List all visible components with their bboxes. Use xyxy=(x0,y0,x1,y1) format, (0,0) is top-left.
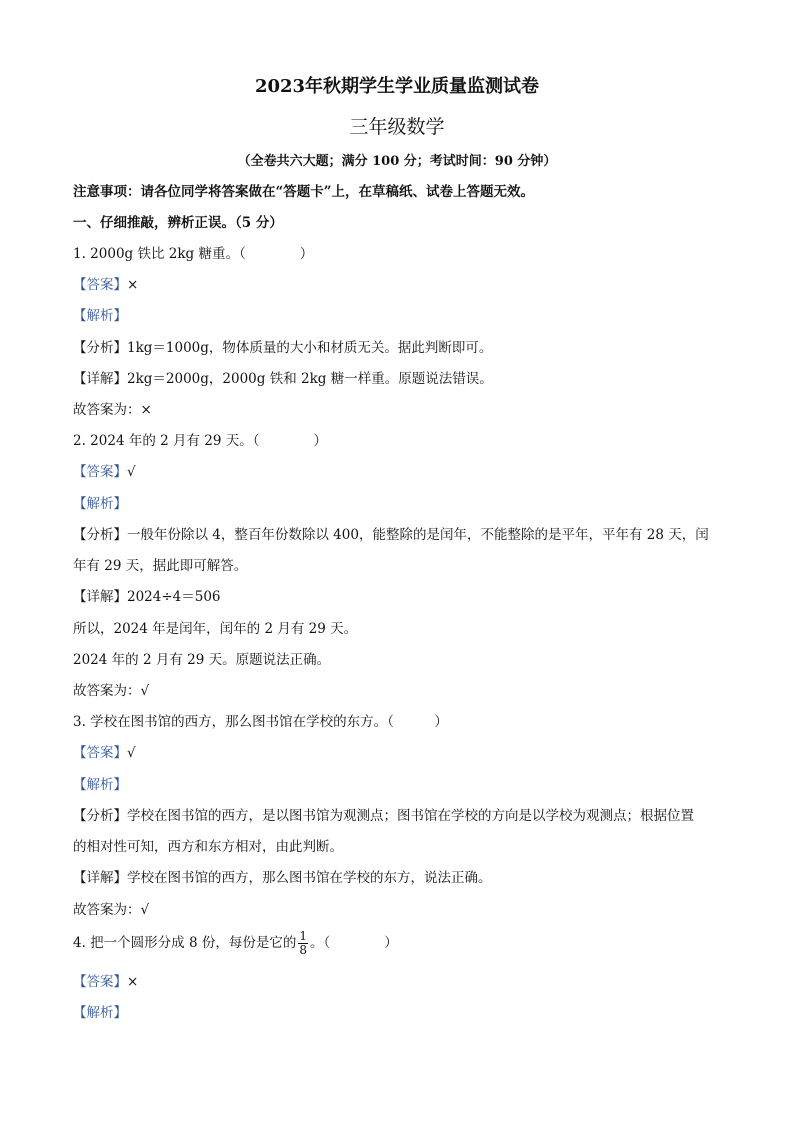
answer-tag: 【答案】 xyxy=(73,464,127,480)
q1-detail-text: 2kg＝2000g，2000g 铁和 2kg 糖一样重。原题说法错误。 xyxy=(127,371,493,387)
analysis-tag: 【分析】 xyxy=(73,527,127,543)
q3-final: 故答案为：√ xyxy=(73,902,150,918)
q1-detail xyxy=(73,370,493,388)
q2-jiexi-tag: 【解析】 xyxy=(73,496,127,512)
answer-tag: 【答案】 xyxy=(73,277,127,293)
q3-analysis-text-1: 学校在图书馆的西方，是以图书馆为观测点；图书馆在学校的方向是以学校为观测点；根据位置 xyxy=(127,808,694,824)
q2-final: 故答案为：√ xyxy=(73,683,150,699)
analysis-tag: 【分析】 xyxy=(73,808,127,824)
q3-detail xyxy=(73,869,492,887)
q2-answer-value: √ xyxy=(127,464,136,480)
analysis-tag: 【分析】 xyxy=(73,340,127,356)
exam-meta: （全卷共六大题；满分 100 分；考试时间：90 分钟） xyxy=(237,154,557,169)
detail-tag: 【详解】 xyxy=(73,870,127,886)
question-1: 1. 2000g 铁比 2kg 糖重。（ ） xyxy=(73,246,314,262)
q2-line-1: 所以，2024 年是闰年，闰年的 2 月有 29 天。 xyxy=(73,621,358,637)
q1-analysis xyxy=(73,339,492,357)
answer-tag: 【答案】 xyxy=(73,974,127,990)
q1-answer-value: × xyxy=(127,277,139,293)
section-heading: 一、仔细推敲，辨析正误。（5 分） xyxy=(73,215,283,231)
notice: 注意事项：请各位同学将答案做在“答题卡”上，在草稿纸、试卷上答题无效。 xyxy=(73,184,535,200)
q2-analysis-text-2: 年有 29 天，据此即可解答。 xyxy=(73,558,248,574)
q4-jiexi-tag: 【解析】 xyxy=(73,1005,127,1021)
fraction-numerator: 1 xyxy=(299,929,307,943)
q3-detail-text: 学校在图书馆的西方，那么图书馆在学校的东方，说法正确。 xyxy=(127,870,492,886)
q1-analysis-text: 1kg＝1000g，物体质量的大小和材质无关。据此判断即可。 xyxy=(127,340,493,356)
detail-tag: 【详解】 xyxy=(73,371,127,387)
q1-final: 故答案为：× xyxy=(73,402,152,418)
q1-jiexi-tag: 【解析】 xyxy=(73,308,127,324)
q2-detail xyxy=(73,588,221,606)
answer-tag: 【答案】 xyxy=(73,745,127,761)
q4-text-after: 。（ ） xyxy=(309,935,398,951)
question-2: 2. 2024 年的 2 月有 29 天。（ ） xyxy=(73,433,328,449)
question-3: 3. 学校在图书馆的西方，那么图书馆在学校的东方。（ ） xyxy=(73,714,448,730)
detail-tag: 【详解】 xyxy=(73,589,127,605)
exam-subtitle: 三年级数学 xyxy=(349,116,445,138)
q3-analysis-text-2: 的相对性可知，西方和东方相对，由此判断。 xyxy=(73,839,343,855)
q2-answer xyxy=(73,463,136,481)
q2-detail-text: 2024÷4＝506 xyxy=(127,589,221,605)
question-4 xyxy=(73,928,398,958)
fraction-denominator: 8 xyxy=(299,943,307,957)
q4-answer xyxy=(73,973,138,991)
fraction xyxy=(298,930,308,957)
q1-answer xyxy=(73,276,138,294)
q3-jiexi-tag: 【解析】 xyxy=(73,777,127,793)
q3-answer-value: √ xyxy=(127,745,136,761)
q2-line-2: 2024 年的 2 月有 29 天。原题说法正确。 xyxy=(73,652,331,668)
exam-title: 2023年秋期学生学业质量监测试卷 xyxy=(254,76,540,97)
q4-answer-value: × xyxy=(127,974,139,990)
q4-text-before: 4. 把一个圆形分成 8 份，每份是它的 xyxy=(73,935,297,951)
q2-analysis xyxy=(73,526,709,544)
q3-analysis xyxy=(73,807,694,825)
q3-answer xyxy=(73,744,136,762)
q2-analysis-text-1: 一般年份除以 4，整百年份数除以 400，能整除的是闰年，不能整除的是平年，平年有 28 天，闰 xyxy=(127,527,709,543)
